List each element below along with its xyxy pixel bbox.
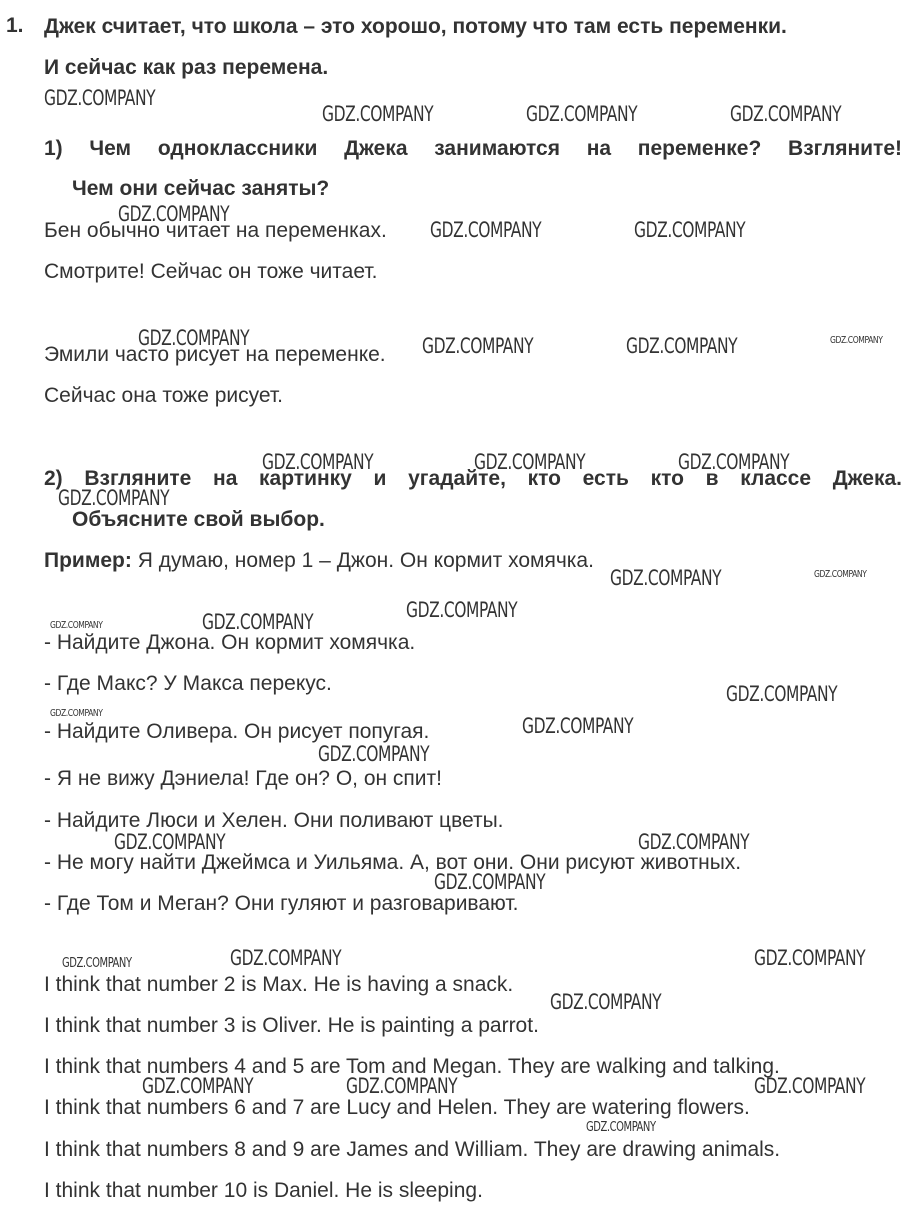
watermark: GDZ.COMPANY <box>322 102 434 126</box>
english-answer: I think that numbers 6 and 7 are Lucy and Helen. They are watering flowers. <box>44 1096 750 1119</box>
watermark: GDZ.COMPANY <box>114 830 226 854</box>
dialog-line: - Я не вижу Дэниела! Где он? О, он спит! <box>44 767 442 790</box>
watermark: GDZ.COMPANY <box>50 620 103 631</box>
watermark: GDZ.COMPANY <box>50 708 103 719</box>
dialog-line: - Где Макс? У Макса перекус. <box>44 672 332 695</box>
watermark: GDZ.COMPANY <box>142 1074 254 1098</box>
watermark: GDZ.COMPANY <box>230 946 342 970</box>
watermark: GDZ.COMPANY <box>58 486 170 510</box>
watermark: GDZ.COMPANY <box>830 335 883 346</box>
watermark: GDZ.COMPANY <box>434 870 546 894</box>
dialog-line: - Не могу найти Джеймса и Уильяма. А, вот они. Они рисуют животных. <box>44 851 742 874</box>
dialog-line: - Где Том и Меган? Они гуляют и разговаривают. <box>44 892 519 915</box>
watermark: GDZ.COMPANY <box>138 326 250 350</box>
watermark: GDZ.COMPANY <box>422 334 534 358</box>
part2-question-line1: 2) Взгляните на картинку и угадайте, кто есть кто в классе Джека. <box>44 467 902 490</box>
watermark: GDZ.COMPANY <box>634 218 746 242</box>
watermark: GDZ.COMPANY <box>346 1074 458 1098</box>
watermark: GDZ.COMPANY <box>754 1074 866 1098</box>
part2-question-line2: Объясните свой выбор. <box>72 508 325 531</box>
task-number: 1. <box>6 14 24 37</box>
dialog-line: - Найдите Джона. Он кормит хомячка. <box>44 631 416 654</box>
task-intro-line2: И сейчас как раз перемена. <box>44 56 329 79</box>
watermark: GDZ.COMPANY <box>678 450 790 474</box>
english-answer: I think that number 2 is Max. He is having a snack. <box>44 973 514 996</box>
watermark: GDZ.COMPANY <box>730 102 842 126</box>
watermark: GDZ.COMPANY <box>814 569 867 580</box>
part1-question-line2: Чем они сейчас заняты? <box>72 177 330 200</box>
watermark: GDZ.COMPANY <box>550 990 662 1014</box>
part1-answer: Сейчас она тоже рисует. <box>44 384 283 407</box>
watermark: GDZ.COMPANY <box>430 218 542 242</box>
watermark: GDZ.COMPANY <box>318 742 430 766</box>
dialog-line: - Найдите Оливера. Он рисует попугая. <box>44 720 430 743</box>
part1-answer: Эмили часто рисует на переменке. <box>44 343 386 366</box>
example-label: Пример: <box>44 549 132 572</box>
english-answer: I think that numbers 4 and 5 are Tom and Megan. They are walking and talking. <box>44 1055 780 1078</box>
task-intro-line1: Джек считает, что школа – это хорошо, потому что там есть переменки. <box>44 15 787 38</box>
english-answer: I think that number 10 is Daniel. He is sleeping. <box>44 1179 483 1202</box>
watermark: GDZ.COMPANY <box>44 86 156 110</box>
part2-example <box>44 548 594 574</box>
part1-question-line1: 1) Чем одноклассники Джека занимаются на переменке? Взгляните! <box>44 137 902 160</box>
english-answer: I think that number 3 is Oliver. He is painting a parrot. <box>44 1014 539 1037</box>
watermark: GDZ.COMPANY <box>118 202 230 226</box>
watermark: GDZ.COMPANY <box>202 610 314 634</box>
part1-answer: Смотрите! Сейчас он тоже читает. <box>44 260 378 283</box>
watermark: GDZ.COMPANY <box>610 566 722 590</box>
watermark: GDZ.COMPANY <box>522 714 634 738</box>
dialog-line: - Найдите Люси и Хелен. Они поливают цветы. <box>44 809 504 832</box>
watermark: GDZ.COMPANY <box>62 956 132 971</box>
watermark: GDZ.COMPANY <box>474 450 586 474</box>
watermark: GDZ.COMPANY <box>406 598 518 622</box>
watermark: GDZ.COMPANY <box>754 946 866 970</box>
watermark: GDZ.COMPANY <box>726 682 838 706</box>
watermark: GDZ.COMPANY <box>626 334 738 358</box>
watermark: GDZ.COMPANY <box>638 830 750 854</box>
watermark: GDZ.COMPANY <box>262 450 374 474</box>
watermark: GDZ.COMPANY <box>526 102 638 126</box>
example-text: Я думаю, номер 1 – Джон. Он кормит хомячка. <box>131 549 594 572</box>
english-answer: I think that numbers 8 and 9 are James and William. They are drawing animals. <box>44 1138 781 1161</box>
watermark: GDZ.COMPANY <box>586 1120 656 1135</box>
part1-answer: Бен обычно читает на переменках. <box>44 219 387 242</box>
